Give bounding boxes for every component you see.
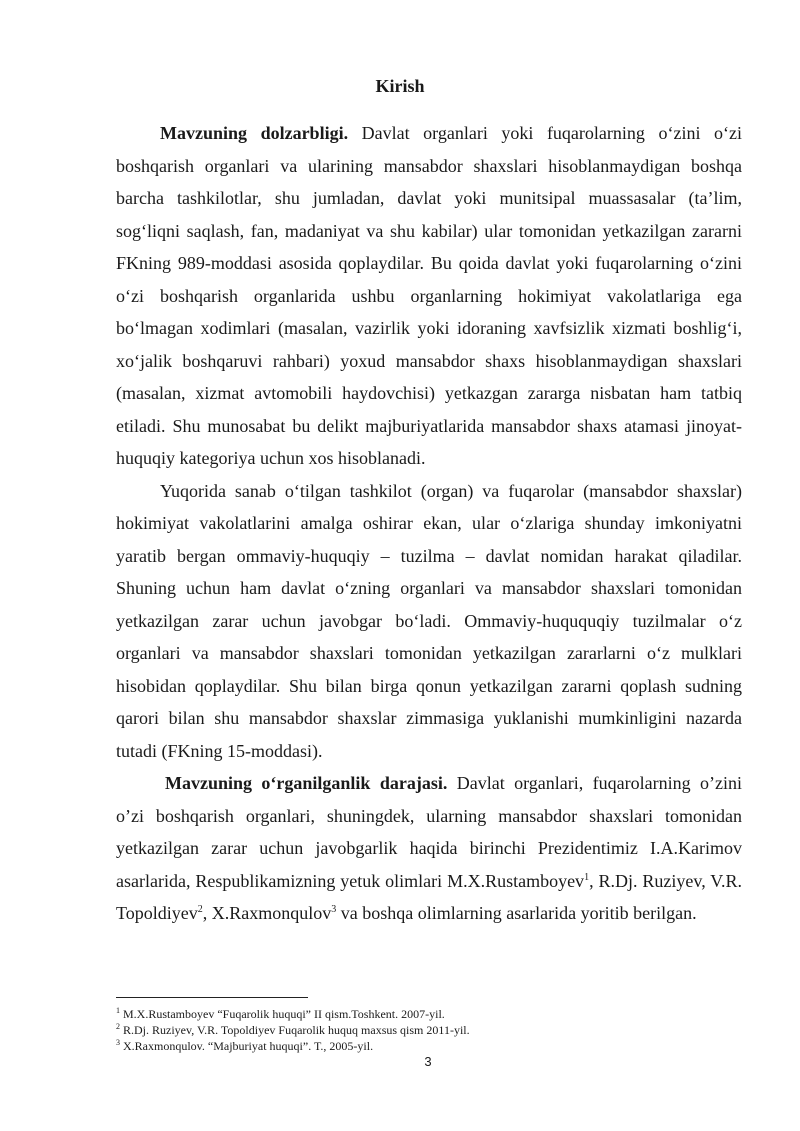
study-degree-heading: Mavzuning o‘rganilganlik darajasi. bbox=[165, 773, 448, 793]
study-degree-text-1: Davlat organlari, fuqarolarning o’zini o’zi boshqarish organlari, shuningdek, ularning mansabdor shaxslari tomonidan yetkazilgan zarar uchun javobgarlik haqida birinchi Prezidentimiz I.A.Karimov asarlarida, Respublikamizning yetuk olimlari M.X.Rustamboyev bbox=[116, 773, 742, 891]
paragraph-study-degree bbox=[116, 767, 742, 930]
footnote-ref-2[interactable]: 2 bbox=[197, 904, 203, 915]
paragraph-state-liability: Yuqorida sanab o‘tilgan tashkilot (organ) va fuqarolar (mansabdor shaxslar) hokimiyat vakolatlarini amalga oshirar ekan, ular o‘zlariga shunday imkoniyatni yaratib bergan ommaviy-huquqiy – tuzilma – davlat nomidan harakat qiladilar. Shuning uchun ham davlat o‘zning organlari va mansabdor shaxslari tomonidan yetkazilgan zarar uchun javobgar bo‘ladi. Ommaviy-huququqiy tuzilmalar o‘z organlari va mansabdor shaxslari tomonidan yetkazilgan zararlarni o‘z mulklari hisobidan qoplaydilar. Shu bilan birga qonun yetkazilgan zararni qoplash sudning qarori bilan shu mansabdor shaxslar zimmasiga yuklanishi mumkinligini nazarda tutadi (FKning 15-moddasi). bbox=[116, 480, 742, 761]
study-degree-text-3: , X.Raxmonqulov bbox=[202, 903, 332, 923]
relevance-heading: Mavzuning dolzarbligi. bbox=[160, 123, 349, 143]
footnote-ref-1[interactable]: 1 bbox=[584, 871, 590, 883]
footnote-text: M.X.Rustamboyev “Fuqarolik huquqi” II qism.Toshkent. 2007-yil. bbox=[120, 1007, 445, 1021]
footnote-number: 3 bbox=[116, 1038, 120, 1047]
study-degree-text-2: , R.Dj. Ruziyev, V.R. Topoldiyev bbox=[116, 870, 742, 923]
page-title: Kirish bbox=[375, 76, 425, 96]
footnote-text: X.Raxmonqulov. “Majburiyat huquqi”. T., 2005-yil. bbox=[120, 1039, 374, 1053]
footnote-number: 2 bbox=[116, 1022, 120, 1031]
footnotes bbox=[116, 1006, 742, 1054]
paragraph-relevance bbox=[116, 117, 742, 475]
study-degree-text-4: va boshqa olimlarning asarlarida yoritib berilgan. bbox=[336, 903, 697, 923]
footnote-ref-3[interactable]: 3 bbox=[331, 904, 337, 915]
relevance-text: Davlat organlari yoki fuqarolarning o‘zini o‘zi boshqarish organlari va ularining mansabdor shaxslari hisoblanmaydigan boshqa barcha tashkilotlar, shu jumladan, davlat yoki munitsipal muassasalar (ta’lim, sog‘liqni saqlash, fan, madaniyat va shu kabilar) ular tomonidan yetkazilgan zararni FKning 989-moddasi asosida qoplaydilar. Bu qoida davlat yoki fuqarolarning o‘zini o‘zi boshqarish organlarida ushbu organlarning hokimiyat vakolatlariga ega bo‘lmagan xodimlari (masalan, vazirlik yoki idoraning xavfsizlik xizmati boshlig‘i, xo‘jalik boshqaruvi rahbari) yoxud mansabdor shaxs hisoblanmaydigan shaxslari (masalan, xizmat avtomobili haydovchisi) yetkazgan zararga nisbatan ham tatbiq etiladi. Shu munosabat bu delikt majburiyatlarida mansabdor shaxs atamasi jinoyat-huquqiy kategoriya uchun xos hisoblanadi. bbox=[116, 123, 742, 468]
footnote-text: R.Dj. Ruziyev, V.R. Topoldiyev Fuqarolik huquq maxsus qism 2011-yil. bbox=[120, 1023, 470, 1037]
footnote-2 bbox=[116, 1022, 742, 1038]
footnote-separator bbox=[116, 997, 308, 998]
footnote-3 bbox=[116, 1038, 742, 1054]
footnote-number: 1 bbox=[116, 1006, 120, 1015]
body-text bbox=[116, 117, 742, 930]
page-number: 3 bbox=[424, 1054, 432, 1069]
footnote-1 bbox=[116, 1006, 742, 1022]
